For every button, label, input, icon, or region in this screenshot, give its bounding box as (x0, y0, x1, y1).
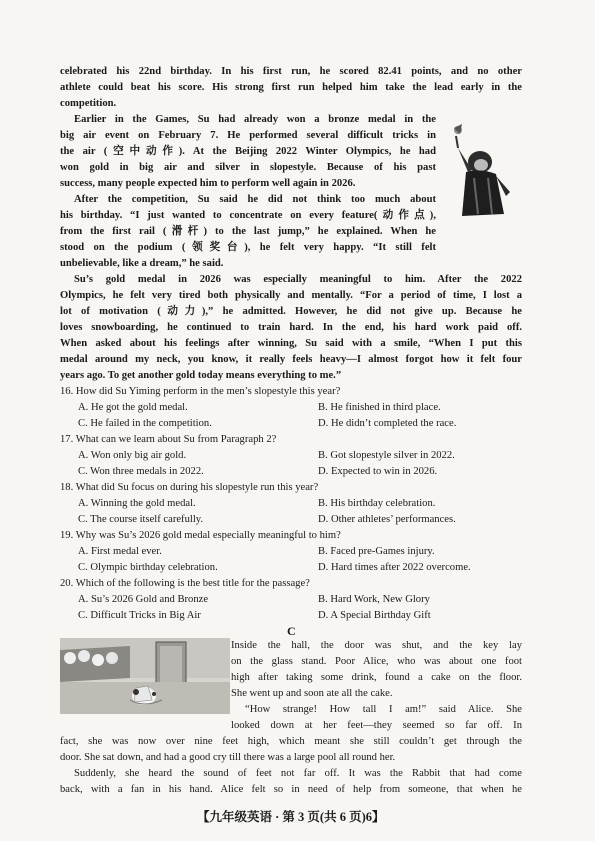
option-b[interactable]: B. Got slopestyle silver in 2022. (318, 450, 455, 461)
passage-line: She went up and soon ate all the cake. (231, 688, 393, 699)
option-c[interactable]: C. Olympic birthday celebration. (78, 562, 218, 573)
snowboarder-illustration (444, 118, 524, 226)
passage-line: Earlier in the Games, Su had already won a bronze medal in the (74, 114, 436, 125)
passage-line: When asked about his feelings after winning, Su said with a smile, “When I put this (60, 338, 522, 349)
passage-line: on the glass stand. Poor Alice, who was about one foot (231, 656, 522, 667)
passage-line: years ago. To get another gold today means everything to me.” (60, 370, 342, 381)
alice-illustration (60, 638, 230, 714)
option-c[interactable]: C. Won three medals in 2022. (78, 466, 204, 477)
passage-line: won gold in big air and silver in slopestyle. Because of his past (60, 162, 436, 173)
question-stem: 20. Which of the following is the best title for the passage? (60, 578, 310, 589)
page-footer: 【九年级英语 · 第 3 页(共 6 页)6】 (197, 810, 385, 824)
option-a[interactable]: A. Winning the gold medal. (78, 498, 196, 509)
passage-line: celebrated his 22nd birthday. In his first run, he scored 82.41 points, and no other (60, 66, 522, 77)
passage-line: Inside the hall, the door was shut, and the key lay (231, 640, 522, 651)
passage-line: lot of motivation (动力),” he admitted. However, he did not give up. Because he (60, 306, 522, 317)
passage-line: big air event on February 7. He performed several difficult tricks in (60, 130, 436, 141)
passage-line: Suddenly, she heard the sound of feet not far off. It was the Rabbit that had come (74, 768, 522, 779)
passage-line: Su’s gold medal in 2026 was especially meaningful to him. After the 2022 (74, 274, 522, 285)
passage-line: unbelievable, like a dream,” he said. (60, 258, 224, 269)
passage-line: athlete could beat his score. His strong first run helped him take the lead early in the (60, 82, 522, 93)
option-c[interactable]: C. He failed in the competition. (78, 418, 212, 429)
passage-line: Olympics, he felt very tired both physically and mentally. “For a period of time, I lost a (60, 290, 522, 301)
question-stem: 16. How did Su Yiming perform in the men’s slopestyle this year? (60, 386, 341, 397)
passage-line: fact, she was now over nine feet high, which meant she still couldn’t get through the (60, 736, 522, 747)
question-stem: 18. What did Su focus on during his slopestyle run this year? (60, 482, 319, 493)
option-a[interactable]: A. He got the gold medal. (78, 402, 188, 413)
passage-line: competition. (60, 98, 117, 109)
passage-line: the air (空中动作). At the Beijing 2022 Winter Olympics, he had (60, 146, 436, 157)
option-c[interactable]: C. The course itself carefully. (78, 514, 204, 525)
passage-line: stood on the podium (领奖台), he felt very happy. “It still felt (60, 242, 436, 253)
section-heading: C (287, 624, 296, 638)
passage-line: “How strange! How tall I am!” said Alice. She (245, 704, 522, 715)
passage-line: success, many people expected him to perform well again in 2026. (60, 178, 356, 189)
question-stem: 19. Why was Su’s 2026 gold medal especially meaningful to him? (60, 530, 341, 541)
option-b[interactable]: B. His birthday celebration. (318, 498, 436, 509)
passage-line: from the first rail (滑杆) to the last jump,” he explained. When he (60, 226, 436, 237)
option-b[interactable]: B. Faced pre-Games injury. (318, 546, 435, 557)
passage-line: high after taking some drink, found a cake on the floor. (231, 672, 522, 683)
option-c[interactable]: C. Difficult Tricks in Big Air (78, 610, 201, 621)
passage-line: After the competition, Su said he did not think too much about (74, 194, 436, 205)
option-d[interactable]: D. A Special Birthday Gift (318, 610, 431, 621)
option-b[interactable]: B. He finished in third place. (318, 402, 441, 413)
passage-line: medal around my neck, you know, it really feels heavy—I almost forgot how it felt four (60, 354, 522, 365)
option-b[interactable]: B. Hard Work, New Glory (318, 594, 430, 605)
option-a[interactable]: A. Su’s 2026 Gold and Bronze (78, 594, 209, 605)
passage-line: loves snowboarding, he continued to train hard. In the end, his hard work paid off. (60, 322, 522, 333)
option-d[interactable]: D. Hard times after 2022 overcome. (318, 562, 471, 573)
option-a[interactable]: A. Won only big air gold. (78, 450, 187, 461)
passage-line: his birthday. “I just wanted to concentrate on every feature(动作点), (60, 210, 436, 221)
question-stem: 17. What can we learn about Su from Paragraph 2? (60, 434, 277, 445)
option-a[interactable]: A. First medal ever. (78, 546, 162, 557)
option-d[interactable]: D. He didn’t completed the race. (318, 418, 457, 429)
passage-line: looked down at her feet—they seemed so far off. In (231, 720, 522, 731)
option-d[interactable]: D. Other athletes’ performances. (318, 514, 456, 525)
option-d[interactable]: D. Expected to win in 2026. (318, 466, 438, 477)
passage-line: door. She sat down, and had a good cry till there was a large pool all round her. (60, 752, 396, 763)
passage-line: back, with a fan in his hand. Alice felt so in need of help from someone, that when he (60, 784, 522, 795)
